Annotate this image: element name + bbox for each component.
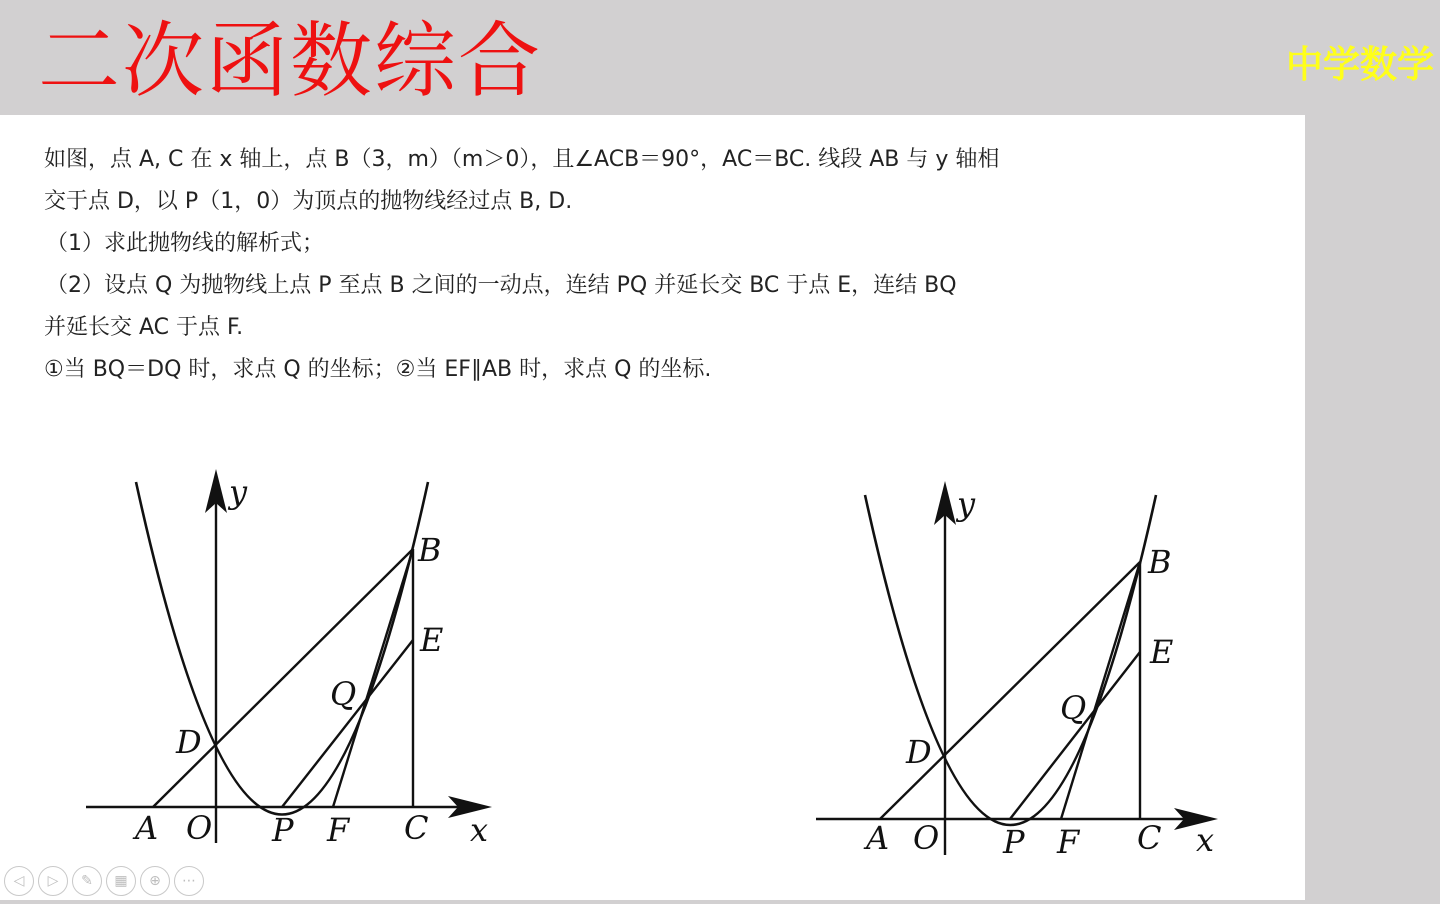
next-icon[interactable]: ▷ [38,866,68,896]
more-icon[interactable]: ⋯ [174,866,204,896]
label-d: D [176,723,202,761]
label-y: y [229,473,248,511]
problem-line: 并延长交 AC 于点 F. [44,315,244,340]
label-q: Q [1060,689,1087,727]
zoom-icon[interactable]: ⊕ [140,866,170,896]
label-x: x [1196,821,1215,859]
figure-2 [0,115,1305,904]
label-q: Q [330,675,357,713]
label-f: F [1057,823,1080,861]
label-a: A [866,819,890,857]
label-a: A [135,809,159,847]
slides-icon[interactable]: ▦ [106,866,136,896]
label-e: E [420,621,444,659]
slideshow-controls [4,866,204,896]
brand-label: 中学数学 [1286,43,1434,86]
slide-title: 二次函数综合 [38,14,543,109]
pen-icon[interactable]: ✎ [72,866,102,896]
problem-line: （1）求此抛物线的解析式； [46,231,324,256]
label-x: x [470,811,489,849]
label-b: B [418,531,442,569]
problem-line: 如图，点 A, C 在 x 轴上，点 B（3，m）（m＞0），且∠ACB＝90°，AC＝BC. 线段 AB 与 y 轴相 [44,147,1000,172]
prev-icon[interactable]: ◁ [4,866,34,896]
figure-2-svg [0,115,1305,900]
slide-canvas [0,115,1305,900]
label-d: D [906,733,932,771]
segment-pe [1010,652,1140,819]
label-c: C [404,809,429,847]
label-b: B [1148,543,1172,581]
label-f: F [327,811,350,849]
problem-line: 交于点 D，以 P（1，0）为顶点的抛物线经过点 B, D. [44,189,573,214]
label-p: P [1003,823,1025,861]
label-p: P [272,811,294,849]
problem-line: （2）设点 Q 为抛物线上点 P 至点 B 之间的一动点，连结 PQ 并延长交 BC 于点 E，连结 BQ [46,273,957,298]
label-y: y [957,485,976,523]
label-c: C [1137,819,1162,857]
problem-line: ①当 BQ＝DQ 时，求点 Q 的坐标；②当 EF∥AB 时，求点 Q 的坐标. [44,357,712,382]
label-e: E [1150,633,1174,671]
label-o: O [186,809,213,847]
parabola [865,495,1156,825]
label-o: O [913,819,940,857]
